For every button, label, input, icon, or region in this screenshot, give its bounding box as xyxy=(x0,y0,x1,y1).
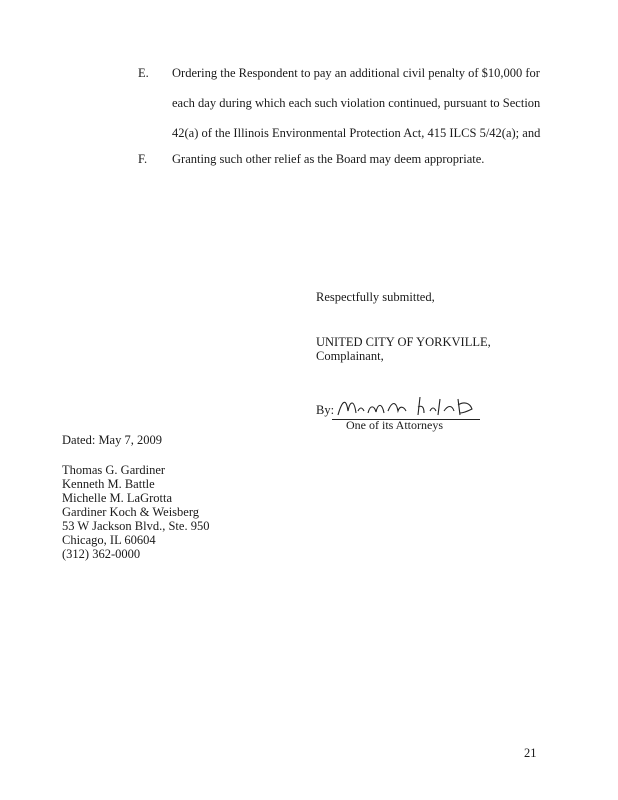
paragraph-e-line-2: each day during which each such violation continued, pursuant to Section xyxy=(172,96,541,110)
party-role: Complainant, xyxy=(316,349,384,363)
by-caption: One of its Attorneys xyxy=(346,418,443,432)
respectfully-submitted: Respectfully submitted, xyxy=(316,290,435,304)
paragraph-f-letter: F. xyxy=(138,152,148,166)
paragraph-e-line-1: Ordering the Respondent to pay an additional civil penalty of $10,000 for xyxy=(172,66,540,80)
counsel-line: Thomas G. Gardiner xyxy=(62,463,166,477)
party-name: UNITED CITY OF YORKVILLE, xyxy=(316,335,491,349)
by-label: By: xyxy=(316,403,335,417)
counsel-line: 53 W Jackson Blvd., Ste. 950 xyxy=(62,519,210,533)
counsel-line: Kenneth M. Battle xyxy=(62,477,155,491)
handwritten-signature xyxy=(334,391,484,421)
paragraph-e-line-3: 42(a) of the Illinois Environmental Protection Act, 415 ILCS 5/42(a); and xyxy=(172,126,541,140)
page-number: 21 xyxy=(524,746,537,760)
counsel-line: Chicago, IL 60604 xyxy=(62,533,156,547)
paragraph-e-letter: E. xyxy=(138,66,149,80)
paragraph-f-line-1: Granting such other relief as the Board may deem appropriate. xyxy=(172,152,485,166)
counsel-line: (312) 362-0000 xyxy=(62,547,141,561)
counsel-line: Gardiner Koch & Weisberg xyxy=(62,505,200,519)
counsel-line: Michelle M. LaGrotta xyxy=(62,491,173,505)
dated-line: Dated: May 7, 2009 xyxy=(62,433,162,447)
